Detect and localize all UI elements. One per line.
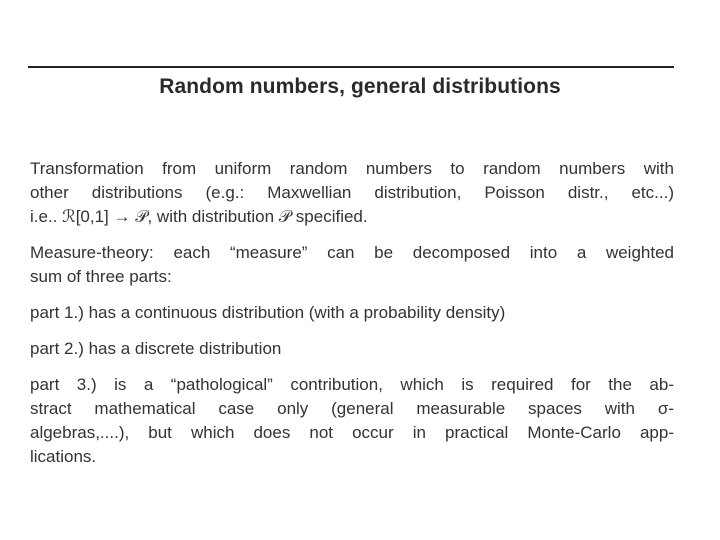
paragraph-line: part 2.) has a discrete distribution (30, 339, 282, 358)
title-rule (28, 66, 674, 68)
slide-title: Random numbers, general distributions (159, 75, 561, 98)
paragraph-line: part 3.) is a “pathological” contribution, which is required for the ab- (30, 375, 674, 394)
paragraph-line: lications. (30, 447, 97, 466)
paragraph-line: part 1.) has a continuous distribution (with a probability density) (30, 303, 506, 322)
paragraph-transformation (30, 157, 674, 229)
slide-body (30, 157, 674, 481)
paragraph-line: other distributions (e.g.: Maxwellian distribution, Poisson distr., etc...) (30, 183, 674, 202)
paragraph-line: Measure-theory: each “measure” can be decomposed into a weighted (30, 243, 674, 262)
paragraph-part-2 (30, 337, 674, 361)
paragraph-line: sum of three parts: (30, 267, 172, 286)
paragraph-part-1 (30, 301, 674, 325)
paragraph-line: algebras,....), but which does not occur in practical Monte-Carlo app- (30, 423, 674, 442)
paragraph-part-3 (30, 373, 674, 469)
paragraph-line: stract mathematical case only (general measurable spaces with σ- (30, 399, 674, 418)
paragraph-measure-theory (30, 241, 674, 289)
paragraph-line: i.e.. ℛ[0,1] → 𝒫, with distribution 𝒫 specified. (30, 207, 368, 226)
paragraph-line: Transformation from uniform random numbers to random numbers with (30, 159, 674, 178)
